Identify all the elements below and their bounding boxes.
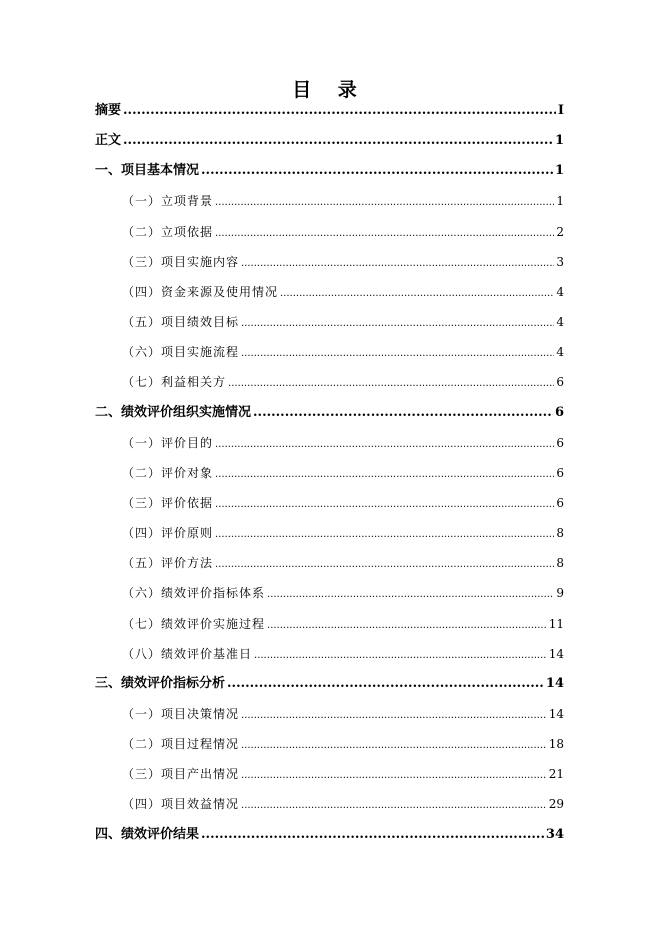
toc-entry-title: （三）项目产出情况: [122, 767, 240, 782]
toc-entry-page: 1: [554, 133, 564, 149]
toc-entry-title: （二）评价对象: [122, 465, 214, 480]
toc-subentry[interactable]: [122, 793, 564, 815]
toc-entry-title: （二）项目过程情况: [122, 737, 240, 752]
toc-subentry[interactable]: [122, 703, 564, 725]
toc-dot-leader: [241, 735, 547, 757]
toc-entry-page: 21: [548, 767, 564, 782]
toc-dot-leader: [215, 554, 554, 576]
toc-dot-leader: [280, 283, 554, 305]
toc-entry-page: 14: [545, 675, 564, 691]
toc-entry-title: （五）项目绩效目标: [122, 315, 240, 329]
toc-entry-page: 8: [556, 556, 564, 571]
toc-entry-page: 4: [556, 345, 564, 360]
toc-entry-page: 8: [556, 526, 564, 541]
toc-dot-leader: [241, 705, 547, 727]
toc-entry-title: 四、绩效评价结果: [95, 826, 200, 842]
toc-entry[interactable]: [95, 402, 564, 424]
toc-entry-title: （一）项目决策情况: [122, 707, 240, 721]
toc-entry-page: 6: [554, 404, 564, 420]
toc-entry-title: （二）立项依据: [122, 224, 214, 239]
toc-entry-title: （八）绩效评价基准日: [122, 646, 253, 661]
toc-dot-leader: [228, 373, 554, 395]
toc-dot-leader: [241, 765, 547, 787]
toc-entry-page: 4: [556, 315, 564, 329]
toc-entry[interactable]: [95, 100, 564, 122]
toc-entry-page: 6: [556, 435, 564, 450]
toc-entry-title: 正文: [95, 133, 122, 149]
toc-subentry[interactable]: [122, 251, 564, 273]
toc-entry-title: （四）项目效益情况: [122, 797, 240, 812]
toc-dot-leader: [123, 100, 556, 122]
toc-entry-title: （一）评价目的: [122, 435, 214, 450]
toc-entry-page: 14: [548, 646, 564, 661]
toc-dot-leader: [215, 434, 554, 456]
toc-subentry[interactable]: [122, 371, 564, 393]
toc-subentry[interactable]: [122, 643, 564, 665]
toc-entry-title: 三、绩效评价指标分析: [95, 675, 226, 691]
toc-entry-title: （七）利益相关方: [122, 375, 227, 390]
toc-entry-page: 1: [554, 163, 564, 179]
toc-entry-page: 4: [556, 284, 564, 299]
toc-dot-leader: [267, 584, 554, 606]
toc-dot-leader: [241, 313, 554, 335]
toc-subentry[interactable]: [122, 432, 564, 454]
toc-entry-title: （一）立项背景: [122, 194, 214, 209]
toc-entry-title: 一、项目基本情况: [95, 163, 200, 179]
toc-entry-page: 3: [556, 254, 564, 269]
toc-subentry[interactable]: [122, 733, 564, 755]
toc-entry-page: 6: [556, 375, 564, 390]
toc-entry-title: （六）绩效评价指标体系: [122, 586, 266, 601]
toc-dot-leader: [123, 130, 553, 152]
toc-entry-page: 6: [556, 465, 564, 480]
toc-entry[interactable]: [95, 130, 564, 152]
toc-entry-page: 34: [545, 826, 564, 842]
toc-dot-leader: [253, 402, 553, 424]
toc-entry-page: 18: [548, 737, 564, 752]
toc-entry-page: 14: [548, 707, 564, 721]
toc-entry[interactable]: [95, 160, 564, 182]
toc-entry-title: （四）资金来源及使用情况: [122, 284, 279, 299]
toc-dot-leader: [241, 253, 554, 275]
toc-subentry[interactable]: [122, 341, 564, 363]
toc-entry-title: （七）绩效评价实施过程: [122, 616, 266, 631]
toc-dot-leader: [241, 795, 547, 817]
toc-dot-leader: [215, 494, 554, 516]
toc-subentry[interactable]: [122, 221, 564, 243]
toc-entry-page: 1: [556, 194, 564, 209]
toc-entry-page: 2: [556, 224, 564, 239]
toc-dot-leader: [215, 524, 554, 546]
toc-dot-leader: [215, 464, 554, 486]
toc-subentry[interactable]: [122, 492, 564, 514]
toc-dot-leader: [254, 645, 547, 667]
toc-subentry[interactable]: [122, 190, 564, 212]
toc-subentry[interactable]: [122, 552, 564, 574]
page-title: 目 录: [292, 79, 367, 101]
toc-entry-title: 摘要: [95, 103, 122, 118]
toc-dot-leader: [215, 192, 554, 214]
toc-entry-title: 二、绩效评价组织实施情况: [95, 404, 252, 420]
toc-subentry[interactable]: [122, 522, 564, 544]
toc-dot-leader: [267, 615, 547, 637]
toc-subentry[interactable]: [122, 311, 564, 333]
toc-subentry[interactable]: [122, 613, 564, 635]
toc-subentry[interactable]: [122, 582, 564, 604]
toc-entry[interactable]: [95, 824, 564, 846]
toc-dot-leader: [241, 343, 554, 365]
toc-entry-page: I: [557, 103, 564, 118]
toc-entry-title: （三）项目实施内容: [122, 254, 240, 269]
toc-entry-title: （五）评价方法: [122, 556, 214, 571]
toc-dot-leader: [201, 824, 544, 846]
toc-entry-title: （六）项目实施流程: [122, 345, 240, 360]
toc-dot-leader: [227, 673, 544, 695]
toc-entry[interactable]: [95, 673, 564, 695]
toc-entry-page: 29: [548, 797, 564, 812]
toc-entry-title: （三）评价依据: [122, 495, 214, 510]
toc-entry-page: 6: [556, 495, 564, 510]
toc-entry-page: 9: [556, 586, 564, 601]
toc-dot-leader: [201, 160, 553, 182]
toc-dot-leader: [215, 223, 554, 245]
toc-subentry[interactable]: [122, 462, 564, 484]
toc-entry-title: （四）评价原则: [122, 526, 214, 541]
toc-subentry[interactable]: [122, 763, 564, 785]
toc-entry-page: 11: [548, 616, 564, 631]
toc-subentry[interactable]: [122, 281, 564, 303]
